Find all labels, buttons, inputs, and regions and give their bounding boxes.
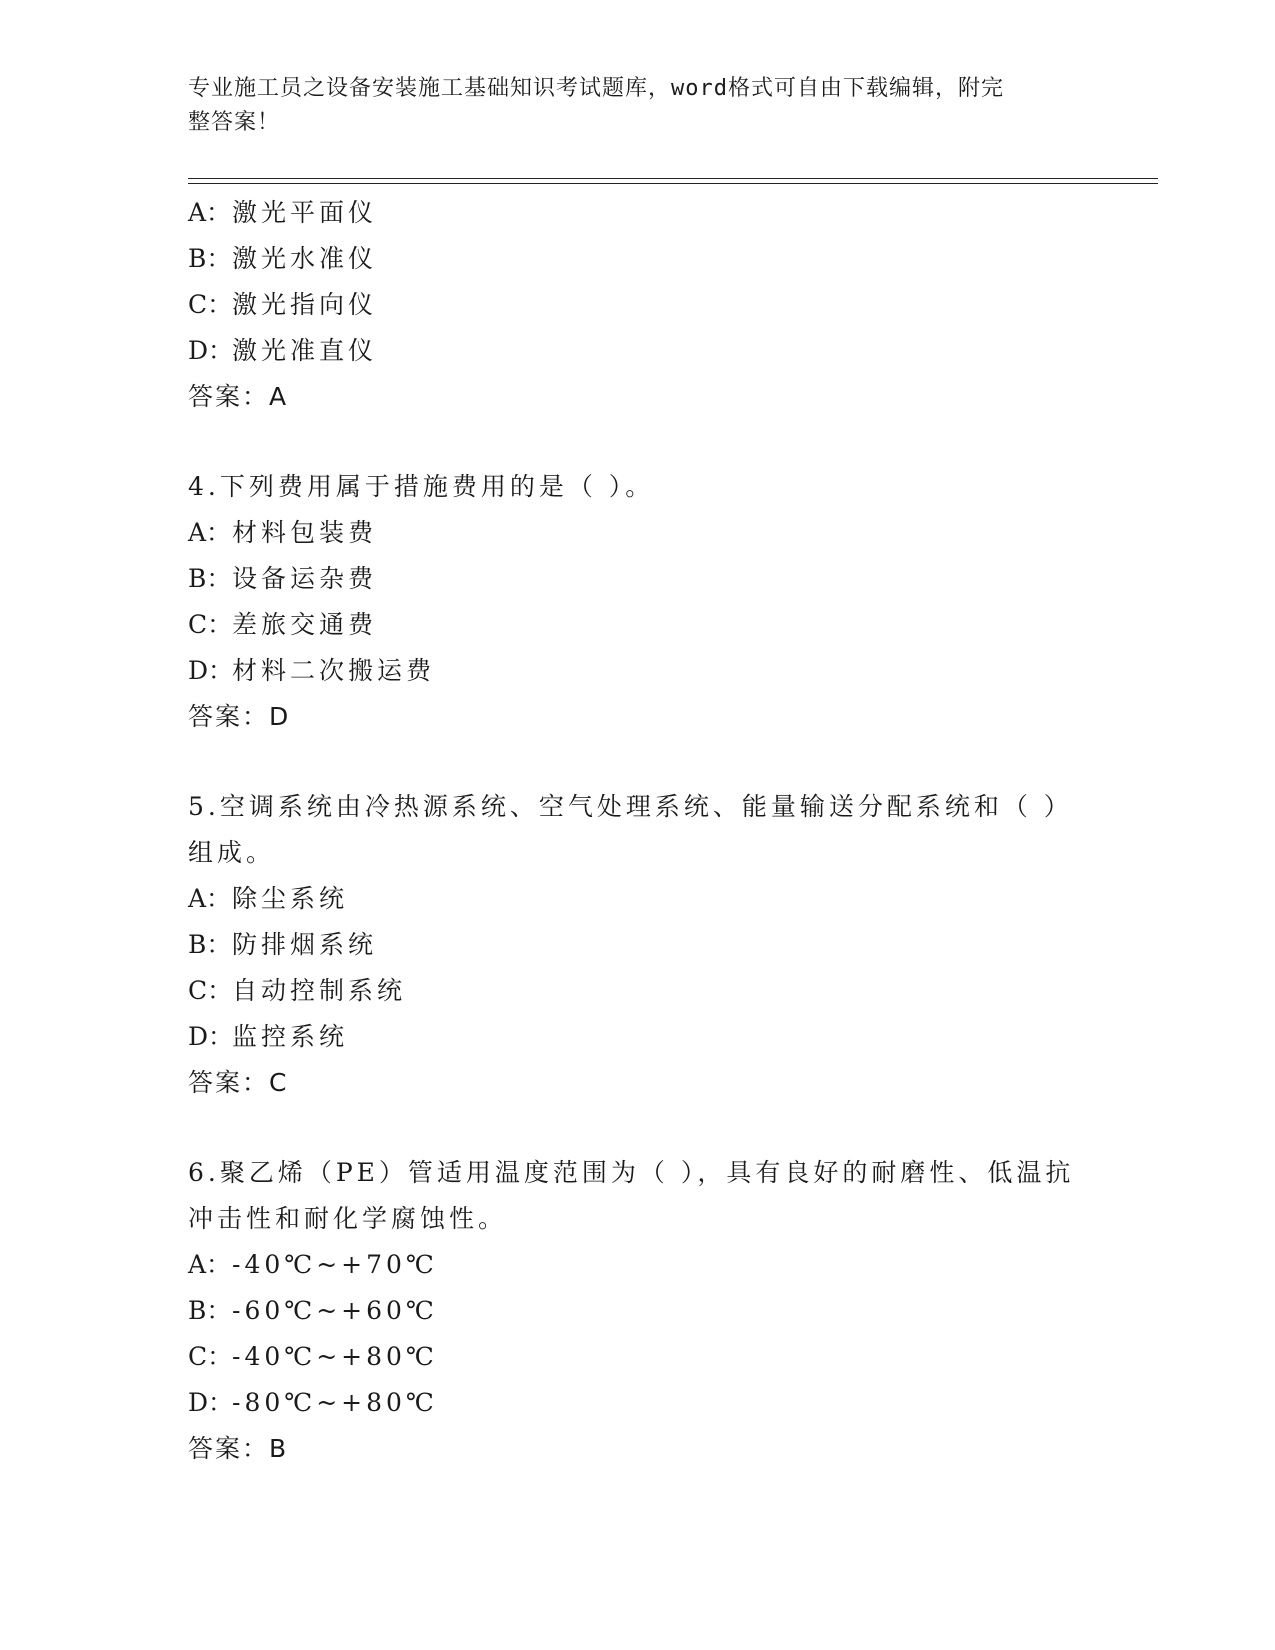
option-label: A： <box>188 884 232 913</box>
answer-line: 答案：D <box>188 702 291 731</box>
option-a <box>188 190 1108 236</box>
option-label: D： <box>188 656 234 685</box>
option-label: B： <box>188 564 232 593</box>
option-text: 材料二次搬运费 <box>232 656 436 685</box>
option-text: 除尘系统 <box>232 884 349 913</box>
option-label: B： <box>188 1296 232 1325</box>
option-d <box>188 328 1108 374</box>
header-divider-bottom <box>188 183 1158 184</box>
question-5 <box>188 784 1108 1106</box>
option-text: 差旅交通费 <box>232 610 378 639</box>
answer-line: 答案：A <box>188 382 289 411</box>
option-b <box>188 922 1108 968</box>
option-text: -80℃~+80℃ <box>232 1388 438 1417</box>
option-text: 防排烟系统 <box>232 930 378 959</box>
option-text: -40℃~+70℃ <box>232 1250 438 1279</box>
option-label: C： <box>188 290 233 319</box>
option-text: 设备运杂费 <box>232 564 378 593</box>
option-label: C： <box>188 610 233 639</box>
option-label: C： <box>188 976 233 1005</box>
option-text: 激光准直仪 <box>232 336 378 365</box>
question-4 <box>188 464 1108 740</box>
question-text: 5.空调系统由冷热源系统、空气处理系统、能量输送分配系统和（ ）组成。 <box>188 792 1073 867</box>
question-6 <box>188 1150 1108 1472</box>
option-label: B： <box>188 930 232 959</box>
option-label: A： <box>188 1250 232 1279</box>
document-body <box>188 190 1108 1472</box>
option-c <box>188 1334 1108 1380</box>
header-line-2: 整答案！ <box>188 110 281 135</box>
option-b <box>188 556 1108 602</box>
option-b <box>188 236 1108 282</box>
option-d <box>188 1380 1108 1426</box>
question-text: 6.聚乙烯（PE）管适用温度范围为（ ），具有良好的耐磨性、低温抗冲击性和耐化学腐蚀性。 <box>188 1158 1075 1233</box>
question-3-continued <box>188 190 1108 420</box>
option-text: 监控系统 <box>232 1022 349 1051</box>
option-a <box>188 1242 1108 1288</box>
header-line-1: 专业施工员之设备安装施工基础知识考试题库，word格式可自由下载编辑，附完 <box>188 76 1004 101</box>
option-text: 材料包装费 <box>232 518 378 547</box>
option-c <box>188 968 1108 1014</box>
option-d <box>188 1014 1108 1060</box>
option-label: B： <box>188 244 232 273</box>
option-a <box>188 510 1108 556</box>
option-c <box>188 602 1108 648</box>
document-header <box>188 72 1088 140</box>
answer-line: 答案：B <box>188 1434 289 1463</box>
option-text: -60℃~+60℃ <box>232 1296 438 1325</box>
header-divider-top <box>188 178 1158 179</box>
option-b <box>188 1288 1108 1334</box>
option-label: D： <box>188 1388 234 1417</box>
option-text: 激光指向仪 <box>232 290 378 319</box>
question-text: 4.下列费用属于措施费用的是（ ）。 <box>188 472 655 501</box>
option-label: A： <box>188 518 232 547</box>
answer-line: 答案：C <box>188 1068 289 1097</box>
option-label: D： <box>188 1022 234 1051</box>
option-label: C： <box>188 1342 233 1371</box>
option-label: A： <box>188 198 232 227</box>
option-label: D： <box>188 336 234 365</box>
option-text: -40℃~+80℃ <box>232 1342 438 1371</box>
option-c <box>188 282 1108 328</box>
option-d <box>188 648 1108 694</box>
option-a <box>188 876 1108 922</box>
option-text: 自动控制系统 <box>232 976 407 1005</box>
option-text: 激光水准仪 <box>232 244 378 273</box>
option-text: 激光平面仪 <box>232 198 378 227</box>
